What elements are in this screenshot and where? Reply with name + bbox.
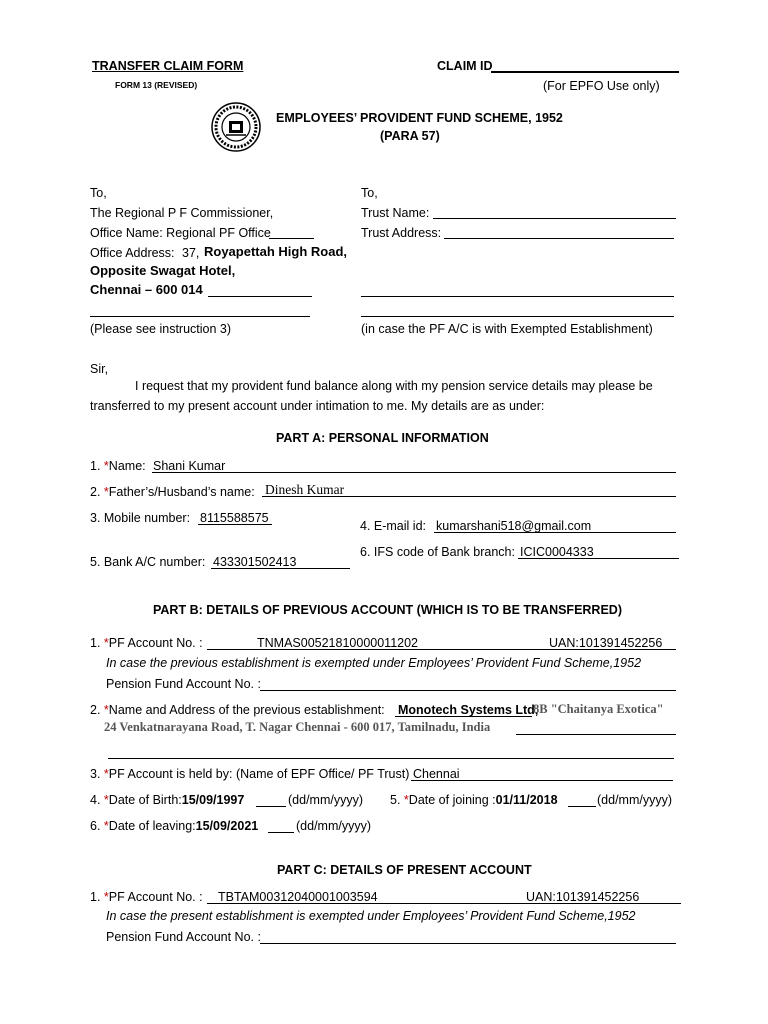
- dob-row: [90, 792, 244, 808]
- present-pf-field[interactable]: [207, 903, 681, 904]
- dob-label: Date of Birth:: [108, 793, 182, 807]
- claim-id-field[interactable]: [491, 71, 679, 73]
- prev-pf-value: TNMAS00521810000011202: [257, 636, 419, 650]
- dol-row: [90, 818, 258, 834]
- doj-field[interactable]: [568, 806, 596, 807]
- mobile-value: 8115588575: [200, 511, 269, 525]
- form-subtitle: FORM 13 (REVISED): [115, 80, 198, 90]
- part-b-title: PART B: DETAILS OF PREVIOUS ACCOUNT (WHICH IS TO BE TRANSFERRED): [153, 603, 622, 617]
- prev-est-name: Monotech Systems Ltd,: [398, 703, 539, 717]
- father-row: [90, 484, 255, 500]
- prev-pf-label: PF Account No. :: [108, 636, 203, 650]
- office-address-road: Royapettah High Road,: [204, 244, 348, 259]
- office-address-city: Chennai – 600 014: [90, 282, 203, 297]
- doj-value: 01/11/2018: [495, 793, 558, 807]
- present-uan-value: UAN:101391452256: [526, 890, 640, 904]
- left-instruction-note: (Please see instruction 3): [90, 322, 232, 336]
- required-star: *: [103, 636, 109, 650]
- doj-label: Date of joining :: [408, 793, 496, 807]
- required-star: *: [103, 459, 109, 473]
- item-number: 6.: [90, 819, 101, 833]
- present-pf-row: [90, 889, 203, 905]
- name-label: Name:: [108, 459, 146, 473]
- left-to: To,: [90, 186, 107, 200]
- prev-est-row: [90, 702, 385, 718]
- held-value: Chennai: [413, 767, 460, 781]
- father-value: Dinesh Kumar: [265, 482, 345, 497]
- present-pf-value: TBTAM00312040001003594: [218, 890, 378, 904]
- required-star: *: [103, 819, 109, 833]
- required-star: *: [403, 793, 409, 807]
- dol-format: (dd/mm/yyyy): [296, 819, 371, 833]
- item-number: 2.: [90, 485, 101, 499]
- trust-name-label: Trust Name:: [361, 206, 430, 220]
- office-name-label: Office Name: Regional PF Office: [90, 226, 271, 240]
- part-a-title: PART A: PERSONAL INFORMATION: [276, 431, 489, 445]
- trust-address-field-1[interactable]: [444, 238, 674, 239]
- dol-label: Date of leaving:: [108, 819, 196, 833]
- present-pension-field[interactable]: [260, 943, 676, 944]
- prev-est-name-underline[interactable]: [395, 716, 532, 717]
- intro-line-1: I request that my provident fund balance along with my pension service details may please be: [135, 379, 653, 393]
- item-number: 1.: [90, 459, 101, 473]
- right-to: To,: [361, 186, 378, 200]
- prev-est-address-1: 8B "Chaitanya Exotica": [533, 702, 664, 716]
- email-value: kumarshani518@gmail.com: [436, 519, 592, 533]
- prev-pension-label: Pension Fund Account No. :: [106, 677, 261, 691]
- item-number: 2.: [90, 703, 101, 717]
- form-title: TRANSFER CLAIM FORM: [92, 59, 244, 73]
- present-exempt-note: In case the present establishment is exempted under Employees’ Provident Fund Scheme,1952: [106, 909, 636, 923]
- claim-id-label: CLAIM ID: [437, 59, 493, 73]
- father-field[interactable]: [262, 496, 676, 497]
- part-c-title: PART C: DETAILS OF PRESENT ACCOUNT: [277, 863, 532, 877]
- salutation: Sir,: [90, 362, 109, 376]
- bank-value: 433301502413: [213, 555, 297, 569]
- held-label: PF Account is held by: (Name of EPF Office/ PF Trust): [108, 767, 410, 781]
- item-number: 5.: [390, 793, 401, 807]
- dob-value: 15/09/1997: [181, 793, 245, 807]
- bank-label: 5. Bank A/C number:: [90, 555, 206, 569]
- prev-uan-value: UAN:101391452256: [549, 636, 663, 650]
- email-field[interactable]: [434, 532, 676, 533]
- name-value: Shani Kumar: [153, 459, 226, 473]
- name-row: [90, 458, 146, 474]
- prev-exempt-note: In case the previous establishment is exempted under Employees’ Provident Fund Scheme,1952: [106, 656, 642, 670]
- trust-address-field-3[interactable]: [361, 316, 674, 317]
- dol-field[interactable]: [268, 832, 294, 833]
- office-address-field-2[interactable]: [90, 316, 310, 317]
- item-number: 1.: [90, 636, 101, 650]
- item-number: 1.: [90, 890, 101, 904]
- doj-format: (dd/mm/yyyy): [597, 793, 672, 807]
- dob-format: (dd/mm/yyyy): [288, 793, 363, 807]
- held-field[interactable]: [411, 780, 673, 781]
- prev-est-label: Name and Address of the previous establishment:: [108, 703, 385, 717]
- item-number: 3.: [90, 767, 101, 781]
- required-star: *: [103, 767, 109, 781]
- office-name-field[interactable]: [269, 238, 314, 239]
- father-label: Father’s/Husband’s name:: [108, 485, 255, 499]
- required-star: *: [103, 793, 109, 807]
- prev-est-extra-field[interactable]: [108, 758, 674, 759]
- intro-line-2: transferred to my present account under intimation to me. My details are as under:: [90, 399, 545, 413]
- prev-pension-field[interactable]: [260, 690, 676, 691]
- prev-pf-row: [90, 635, 203, 651]
- name-field[interactable]: [152, 472, 676, 473]
- required-star: *: [103, 703, 109, 717]
- office-address-field-1[interactable]: [208, 296, 312, 297]
- doj-row: [390, 792, 558, 808]
- required-star: *: [103, 890, 109, 904]
- dob-field[interactable]: [256, 806, 286, 807]
- scheme-title: EMPLOYEES’ PROVIDENT FUND SCHEME, 1952: [276, 111, 563, 125]
- office-address-number: 37,: [182, 246, 200, 260]
- right-exempt-note: (in case the PF A/C is with Exempted Establishment): [361, 322, 653, 336]
- prev-pf-field[interactable]: [207, 649, 676, 650]
- item-number: 4.: [90, 793, 101, 807]
- mobile-label: 3. Mobile number:: [90, 511, 191, 525]
- ifs-label: 6. IFS code of Bank branch:: [360, 545, 515, 559]
- ifs-value: ICIC0004333: [520, 545, 594, 559]
- required-star: *: [103, 485, 109, 499]
- epfo-note: (For EPFO Use only): [543, 79, 660, 93]
- email-label: 4. E-mail id:: [360, 519, 426, 533]
- left-commissioner: The Regional P F Commissioner,: [90, 206, 274, 220]
- prev-est-address-field[interactable]: [516, 734, 676, 735]
- held-row: [90, 766, 409, 782]
- trust-address-field-2[interactable]: [361, 296, 674, 297]
- office-address-landmark: Opposite Swagat Hotel,: [90, 263, 236, 278]
- present-pf-label: PF Account No. :: [108, 890, 203, 904]
- dol-value: 15/09/2021: [195, 819, 259, 833]
- prev-est-address-2: 24 Venkatnarayana Road, T. Nagar Chennai - 600 017, Tamilnadu, India: [104, 720, 491, 734]
- present-pension-label: Pension Fund Account No. :: [106, 930, 261, 944]
- epfo-emblem-logo: [211, 102, 261, 152]
- trust-name-field[interactable]: [433, 218, 676, 219]
- bank-field[interactable]: [211, 568, 350, 569]
- office-address-label: Office Address:: [90, 246, 175, 260]
- mobile-field[interactable]: [198, 524, 272, 525]
- scheme-para: (PARA 57): [380, 129, 440, 143]
- ifs-field[interactable]: [518, 558, 679, 559]
- trust-address-label: Trust Address:: [361, 226, 442, 240]
